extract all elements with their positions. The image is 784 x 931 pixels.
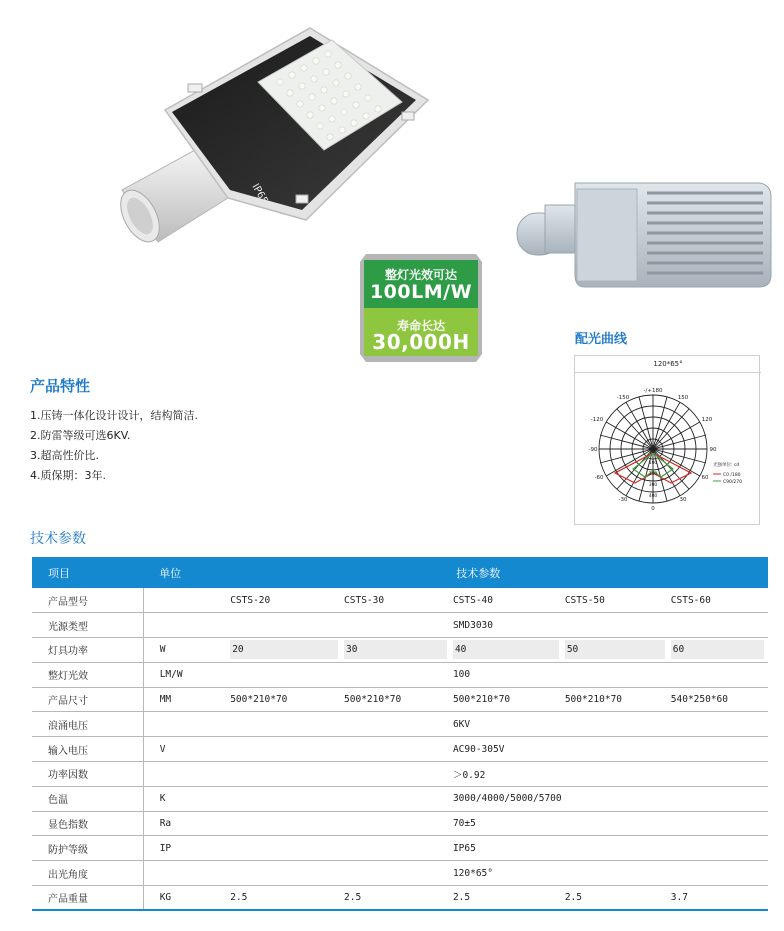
spec-row [32,811,768,836]
light-curve-title: 120*65° [653,360,683,368]
spec-empty [342,811,451,836]
spec-value-text: 500*210*70 [230,694,288,706]
features-heading: 产品特性 [30,377,91,395]
angle-label-m30: -30 [618,497,628,503]
spec-value-text: CSTS-50 [564,594,605,606]
radial-label-300: 300 [648,483,658,488]
spec-unit: V [143,737,228,762]
spec-value-text: 2.5 [564,892,582,904]
spec-table [32,557,768,911]
spec-value-text: 60 [671,640,764,659]
spec-row [32,836,768,861]
spec-empty [228,712,342,737]
spec-value [228,588,342,613]
light-distribution-chart [574,355,760,525]
radial-label-100: 100 [648,461,658,466]
spec-value: 120*65° [451,861,768,886]
header-unit: 单位 [143,557,228,588]
spec-value-text: 2.5 [452,892,471,904]
spec-value: IP65 [451,836,768,861]
street-lamp-back-image [515,175,775,295]
features-list [30,406,198,486]
spec-row [32,638,768,663]
spec-heading: 技术参数 [30,531,86,547]
angle-label-30: 30 [679,497,687,503]
spec-label: 产品尺寸 [32,687,143,712]
spec-value [563,588,669,613]
spec-unit [143,613,228,638]
legend-c0: C0 /180 [723,473,741,478]
life-title: 寿命长达 [396,319,445,333]
feature-item: 1.压铸一体化设计设计，结构简洁. [30,409,198,422]
spec-value-text: 30 [344,640,447,659]
spec-value: 6KV [451,712,768,737]
spec-unit: LM/W [143,662,228,687]
angle-label-150: 150 [677,395,689,401]
spec-value-text: 500*210*70 [452,694,511,706]
spec-value [342,638,451,663]
spec-row [32,687,768,712]
angle-label-180: -/+180 [643,388,663,394]
spec-value [228,687,342,712]
spec-empty [228,613,342,638]
spec-row [32,737,768,762]
spec-empty [228,861,342,886]
spec-value [451,687,563,712]
radial-label-400: 400 [648,494,658,499]
spec-label: 输入电压 [32,737,143,762]
spec-row [32,588,768,613]
spec-empty [228,662,342,687]
angle-label-m150: -150 [616,395,630,401]
street-lamp-front-image [110,20,440,260]
spec-value-text: CSTS-60 [670,594,711,606]
spec-value [342,588,451,613]
legend-title: 光强单位: cd [713,463,740,468]
spec-label: 整灯光效 [32,662,143,687]
spec-unit [143,588,228,613]
spec-empty [342,836,451,861]
spec-empty [228,737,342,762]
spec-value [451,638,563,663]
performance-badge [358,250,484,366]
spec-value-text: CSTS-20 [230,594,271,606]
header-params: 技术参数 [228,557,768,588]
spec-empty [342,786,451,811]
spec-label: 灯具功率 [32,638,143,663]
spec-value-text: 40 [453,640,559,659]
angle-label-m60: -60 [594,475,604,481]
spec-row [32,861,768,886]
spec-value-text: 500*210*70 [564,694,623,706]
legend-c90: C90/270 [723,480,742,485]
feature-item: 3.超高性价比. [30,449,99,462]
spec-value [342,687,451,712]
spec-label: 防护等级 [32,836,143,861]
spec-value-text: 3.7 [670,892,688,904]
spec-unit [143,712,228,737]
spec-value [563,886,669,911]
spec-value-text: CSTS-40 [452,594,493,606]
spec-label: 光源类型 [32,613,143,638]
spec-label: 浪涌电压 [32,712,143,737]
spec-row [32,613,768,638]
spec-label: 功率因数 [32,762,143,787]
angle-label-m120: -120 [590,417,604,423]
spec-value [669,588,768,613]
spec-empty [342,712,451,737]
angle-label-120: 120 [701,417,713,423]
angle-label-90: 90 [709,447,717,453]
spec-value [451,588,563,613]
spec-header-row [32,557,768,588]
spec-value: ＞0.92 [451,762,768,787]
angle-label-60: 60 [701,475,709,481]
efficacy-value: 100LM/W [369,281,473,303]
spec-unit [143,762,228,787]
spec-value [563,638,669,663]
spec-value-text: 2.5 [230,892,248,904]
spec-value [228,638,342,663]
angle-label-m90: -90 [588,447,598,453]
spec-value-text: 540*250*60 [670,694,728,706]
spec-value-text: 2.5 [344,892,362,904]
angle-label-0: 0 [651,506,655,512]
spec-value [228,886,342,911]
spec-empty [342,737,451,762]
radial-label-0: 0 [651,450,655,455]
spec-value [669,638,768,663]
spec-empty [228,836,342,861]
spec-empty [342,861,451,886]
spec-empty [228,811,342,836]
spec-row [32,762,768,787]
feature-item: 2.防雷等级可选6KV. [30,429,131,442]
spec-label: 色温 [32,786,143,811]
efficacy-title: 整灯光效可达 [384,268,457,282]
spec-row [32,712,768,737]
light-curve-heading: 配光曲线 [575,332,628,347]
spec-value: AC90-305V [451,737,768,762]
polar-grid [575,373,761,525]
spec-unit: Ra [143,811,228,836]
spec-empty [342,762,451,787]
spec-value [451,886,563,911]
spec-unit: K [143,786,228,811]
spec-value-text: 50 [565,640,665,659]
spec-unit: KG [143,886,228,911]
spec-row [32,786,768,811]
spec-empty [228,762,342,787]
spec-value: SMD3030 [451,613,768,638]
spec-unit: IP [143,836,228,861]
spec-value: 100 [451,662,768,687]
spec-row [32,886,768,911]
spec-unit [143,861,228,886]
spec-row [32,662,768,687]
spec-value [342,886,451,911]
life-value: 30,000H [372,330,470,354]
radial-label-200: 200 [648,472,658,477]
spec-value-text: 20 [230,640,338,659]
spec-value [563,687,669,712]
spec-empty [342,662,451,687]
spec-value-text: CSTS-30 [344,594,385,606]
spec-label: 出光角度 [32,861,143,886]
spec-value: 70±5 [451,811,768,836]
spec-value [669,886,768,911]
ip-rating-label: IP65 [249,182,270,207]
spec-label: 产品重量 [32,886,143,911]
spec-value: 3000/4000/5000/5700 [451,786,768,811]
spec-label: 产品型号 [32,588,143,613]
spec-empty [342,613,451,638]
spec-unit: W [143,638,228,663]
spec-value [669,687,768,712]
header-item: 项目 [32,557,143,588]
spec-value-text: 500*210*70 [344,694,402,706]
feature-item: 4.质保期：3年. [30,469,106,482]
spec-empty [228,786,342,811]
spec-unit: MM [143,687,228,712]
spec-label: 显色指数 [32,811,143,836]
